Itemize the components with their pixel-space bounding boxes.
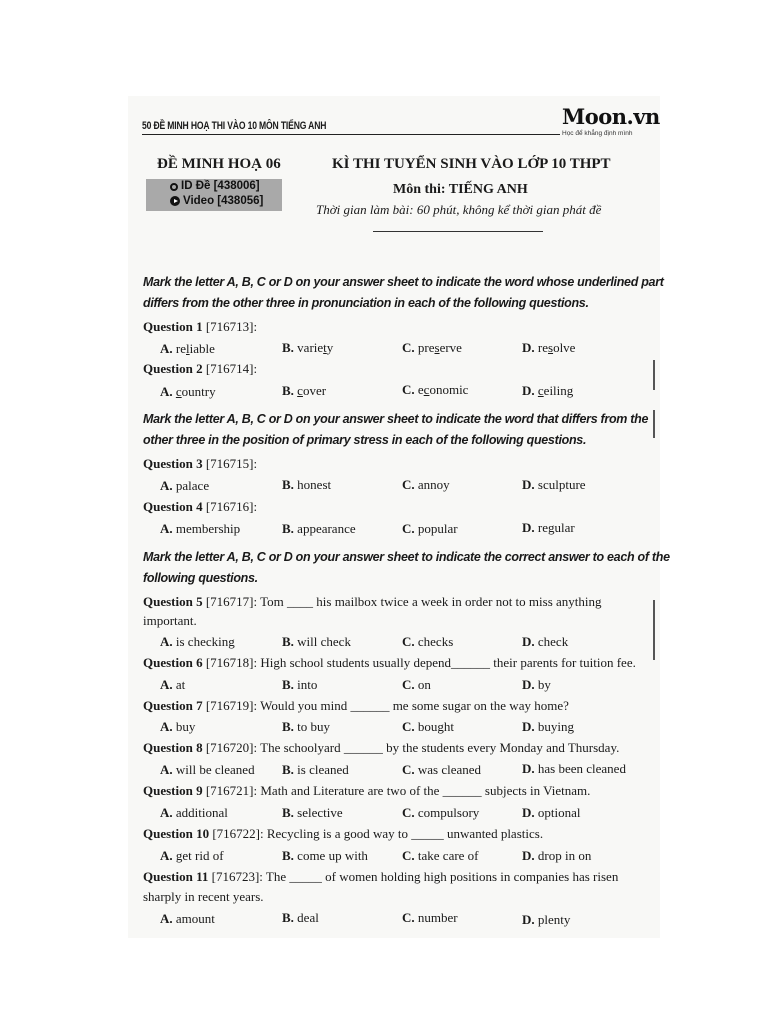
play-icon [170, 196, 180, 206]
brand-logo: Moon.vn [562, 104, 660, 129]
option-a[interactable]: A. at [160, 677, 186, 692]
option-c[interactable]: C. checks [402, 634, 454, 649]
option-b[interactable]: B. selective [282, 805, 343, 820]
question: Question 10 [716722]: Recycling is a good way to _____ unwanted plastics. [143, 826, 544, 841]
option-a[interactable]: A. amount [160, 911, 215, 926]
series-title: 50 ĐỀ MINH HOẠ THI VÀO 10 MÔN TIẾNG ANH [142, 120, 327, 132]
option-d[interactable]: D. check [522, 634, 569, 649]
option-d[interactable]: D. resolve [522, 340, 576, 355]
scan-edge-mark [653, 410, 655, 438]
question: Question 7 [716719]: Would you mind ______ me some sugar on the way home? [143, 698, 569, 713]
option-c[interactable]: C. annoy [402, 477, 450, 492]
scan-edge-mark [653, 600, 655, 660]
option-c[interactable]: C. take care of [402, 848, 479, 863]
option-d[interactable]: D. regular [522, 520, 575, 535]
brand-tagline: Học để khẳng định mình [562, 130, 633, 137]
option-d[interactable]: D. sculpture [522, 477, 586, 492]
exam-set-title: ĐỀ MINH HOẠ 06 [157, 156, 281, 172]
option-a[interactable]: A. reliable [160, 341, 215, 356]
option-d[interactable]: D. optional [522, 805, 581, 820]
option-d[interactable]: D. has been cleaned [522, 761, 626, 776]
question: Question 8 [716720]: The schoolyard ______ by the students every Monday and Thursday. [143, 740, 620, 755]
question: Question 3 [716715]: [143, 456, 258, 471]
option-d[interactable]: D. drop in on [522, 848, 592, 863]
exam-subject: Môn thi: TIẾNG ANH [393, 182, 528, 197]
question-continued: important. [143, 613, 197, 628]
option-d[interactable]: D. by [522, 677, 551, 692]
option-c[interactable]: C. popular [402, 521, 458, 536]
id-row[interactable] [170, 180, 260, 192]
option-b[interactable]: B. come up with [282, 848, 368, 863]
exam-time: Thời gian làm bài: 60 phút, không kể thời gian phát đề [316, 202, 602, 217]
option-b[interactable]: B. variety [282, 340, 334, 355]
option-c[interactable]: C. on [402, 677, 431, 692]
question: Question 9 [716721]: Math and Literature are two of the ______ subjects in Vietnam. [143, 783, 591, 798]
option-d[interactable]: D. ceiling [522, 383, 574, 398]
option-c[interactable]: C. preserve [402, 340, 462, 355]
id-label: ID Đề [438006] [181, 180, 260, 192]
option-c[interactable]: C. economic [402, 382, 469, 397]
option-b[interactable]: B. deal [282, 910, 319, 925]
question: Question 6 [716718]: High school students usually depend______ their parents for tuition fee. [143, 655, 636, 670]
option-b[interactable]: B. is cleaned [282, 762, 349, 777]
option-d[interactable]: D. plenty [522, 912, 571, 927]
title-rule [373, 231, 543, 232]
section-instruction: following questions. [143, 571, 258, 585]
question: Question 5 [716717]: Tom ____ his mailbox twice a week in order not to miss anything [143, 594, 602, 609]
option-a[interactable]: A. buy [160, 719, 196, 734]
option-d[interactable]: D. buying [522, 719, 575, 734]
option-a[interactable]: A. get rid of [160, 848, 224, 863]
option-b[interactable]: B. into [282, 677, 318, 692]
question: Question 1 [716713]: [143, 319, 258, 334]
id-box [146, 179, 282, 211]
section-instruction: Mark the letter A, B, C or D on your answer sheet to indicate the word whose underlined part [143, 275, 664, 289]
section-instruction: Mark the letter A, B, C or D on your answer sheet to indicate the word that differs from the [143, 412, 649, 426]
option-a[interactable]: A. membership [160, 521, 241, 536]
option-c[interactable]: C. number [402, 910, 458, 925]
question: Question 4 [716716]: [143, 499, 258, 514]
video-label: Video [438056] [183, 195, 264, 207]
video-row[interactable] [170, 195, 263, 207]
option-c[interactable]: C. was cleaned [402, 762, 482, 777]
option-b[interactable]: B. honest [282, 477, 332, 492]
section-instruction: Mark the letter A, B, C or D on your answer sheet to indicate the correct answer to each of the [143, 550, 670, 564]
option-a[interactable]: A. will be cleaned [160, 762, 255, 777]
option-a[interactable]: A. is checking [160, 634, 235, 649]
option-a[interactable]: A. additional [160, 805, 228, 820]
scan-edge-mark [653, 360, 655, 390]
option-b[interactable]: B. cover [282, 383, 327, 398]
exam-title: KÌ THI TUYỂN SINH VÀO LỚP 10 THPT [332, 156, 611, 172]
option-b[interactable]: B. to buy [282, 719, 331, 734]
question: Question 11 [716723]: The _____ of women holding high positions in companies has risen [143, 869, 619, 884]
option-b[interactable]: B. appearance [282, 521, 356, 536]
section-instruction: differs from the other three in pronunciation in each of the following questions. [143, 296, 589, 310]
option-a[interactable]: A. country [160, 384, 216, 399]
option-c[interactable]: C. compulsory [402, 805, 480, 820]
option-b[interactable]: B. will check [282, 634, 351, 649]
option-a[interactable]: A. palace [160, 478, 210, 493]
section-instruction: other three in the position of primary stress in each of the following questions. [143, 433, 587, 447]
question: Question 2 [716714]: [143, 361, 258, 376]
header-rule [142, 134, 560, 135]
option-c[interactable]: C. bought [402, 719, 455, 734]
question-continued: sharply in recent years. [143, 889, 264, 904]
circle-icon [170, 183, 178, 191]
